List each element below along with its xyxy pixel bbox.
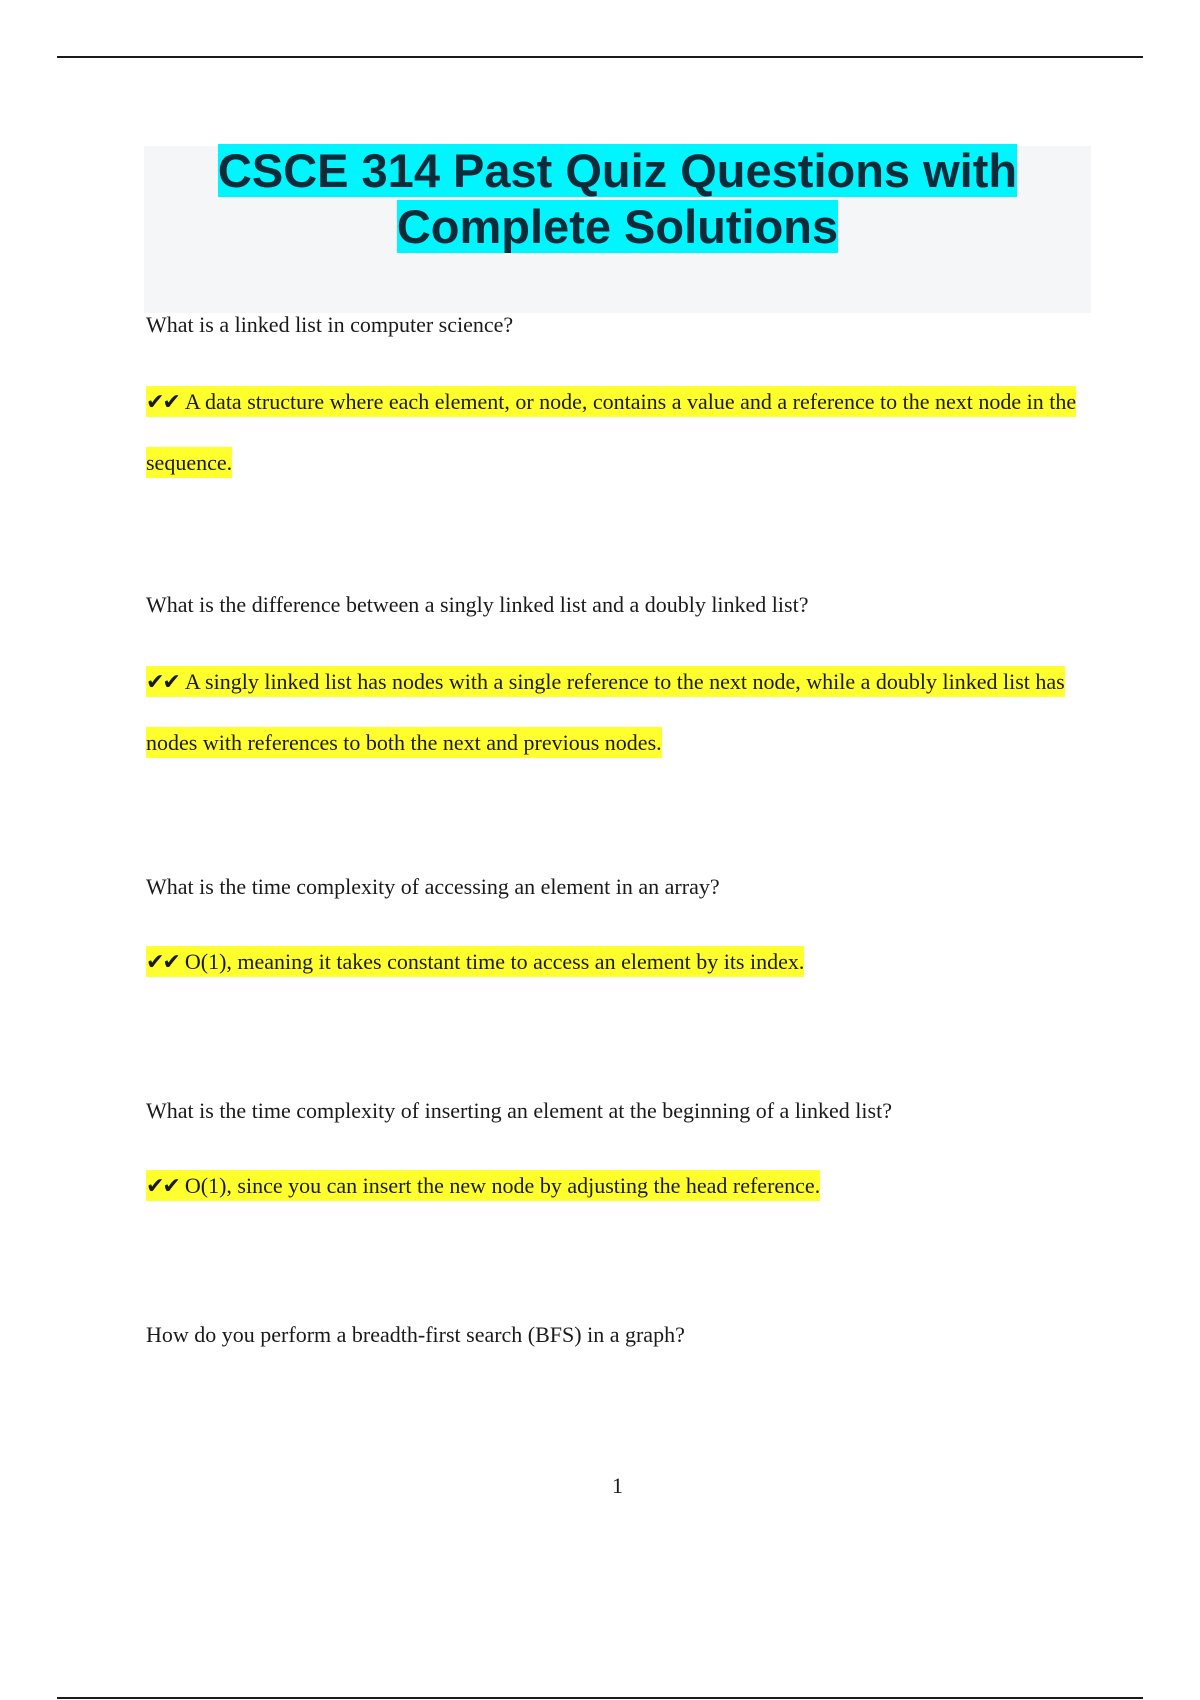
question-3: What is the time complexity of accessing an element in an array?: [146, 874, 720, 899]
top-rule: [57, 56, 1143, 58]
page-number: 1: [612, 1473, 623, 1498]
bottom-rule: [57, 1697, 1143, 1699]
double-checkmark-icon: ✔✔: [146, 1174, 179, 1199]
document-title: [144, 143, 1091, 255]
double-checkmark-icon: ✔✔: [146, 670, 179, 695]
answer-2: [146, 652, 1096, 773]
answer-1-highlight: [146, 386, 1076, 478]
double-checkmark-icon: ✔✔: [146, 950, 179, 975]
answer-2-text: A singly linked list has nodes with a single reference to the next node, while a doubly linked list has nodes with references to both the next and previous nodes.: [146, 669, 1065, 755]
answer-3-highlight: [146, 946, 804, 977]
question-2: What is the difference between a singly linked list and a doubly linked list?: [146, 592, 809, 617]
title-line-2: Complete Solutions: [396, 200, 839, 253]
question-1: What is a linked list in computer science?: [146, 312, 514, 337]
answer-4-highlight: [146, 1170, 820, 1201]
answer-3: [146, 932, 1096, 993]
answer-2-highlight: [146, 666, 1065, 758]
double-checkmark-icon: ✔✔: [146, 390, 179, 415]
answer-4: [146, 1156, 1096, 1217]
answer-1-text: A data structure where each element, or node, contains a value and a reference to the next node in the sequence.: [146, 389, 1077, 475]
question-5: How do you perform a breadth-first search (BFS) in a graph?: [146, 1322, 685, 1347]
title-line-1: CSCE 314 Past Quiz Questions with: [217, 144, 1018, 197]
question-4: What is the time complexity of inserting an element at the beginning of a linked list?: [146, 1098, 892, 1123]
answer-4-text: O(1), since you can insert the new node by adjusting the head reference.: [184, 1173, 821, 1198]
answer-3-text: O(1), meaning it takes constant time to access an element by its index.: [184, 949, 805, 974]
answer-1: [146, 372, 1096, 493]
